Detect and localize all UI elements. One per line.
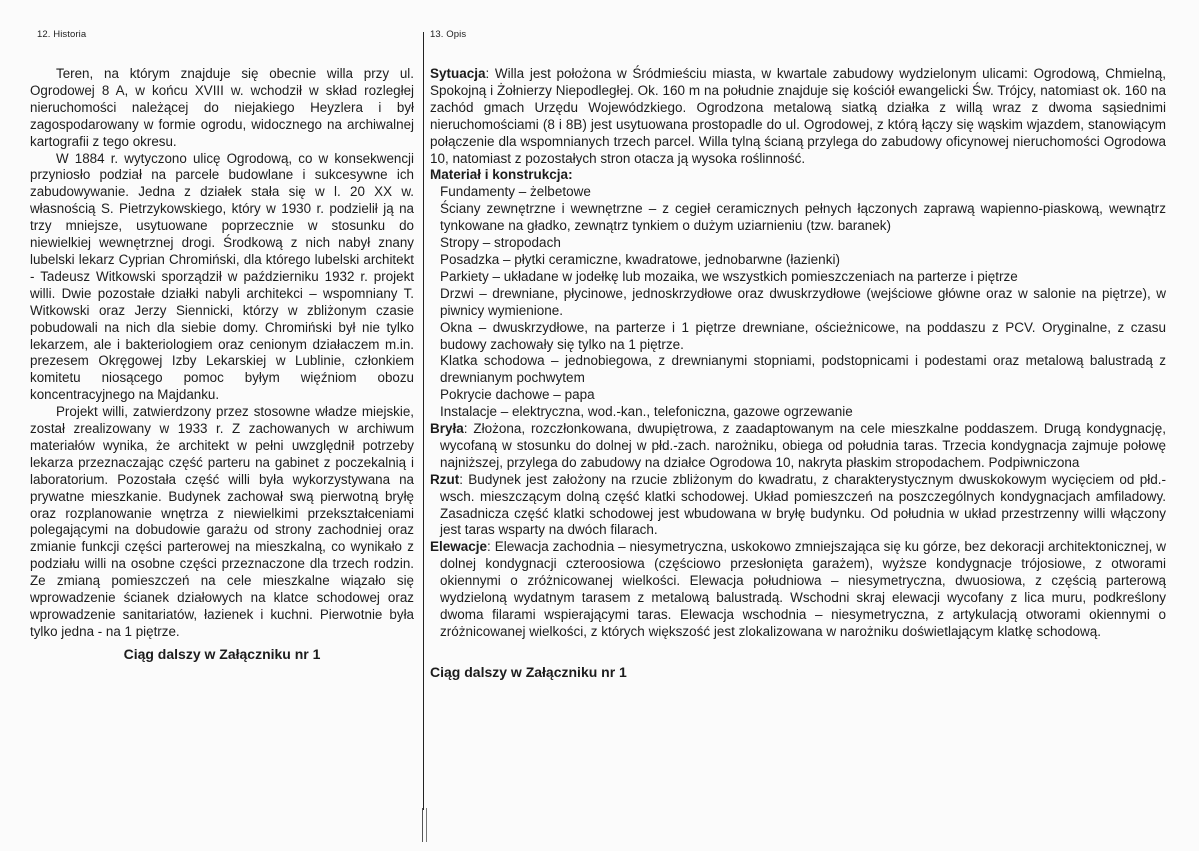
material-item: Fundamenty – żelbetowe <box>440 184 591 200</box>
material-item: Instalacje – elektryczna, wod.-kan., telefoniczna, gazowe ogrzewanie <box>440 404 853 420</box>
material-item: Klatka schodowa – jednobiegowa, z drewnianymi stopniami, podstopnicami i podestami oraz metalową balustradą z drewnianym pochwytem <box>440 353 1166 386</box>
bryla-section <box>430 421 1166 472</box>
material-item: Posadzka – płytki ceramiczne, kwadratowe, jednobarwne (łazienki) <box>440 251 840 267</box>
situation-section <box>430 66 1166 167</box>
column-divider <box>423 32 424 810</box>
elewacje-text: : Elewacja zachodnia – niesymetryczna, uskokowo zmniejszająca się ku górze, bez dekoracji architektonicznej, w dolnej kondygnacji czteroosiowa (częściowo przesłonięta garażem), wyższe kondygnacje trójosiowe, z otworami okiennymi o zróżnicowanej wielkości. Elewacja południowa – niesymetryczna, dwuosiowa, z częścią parterową wydzieloną wydatnym tarasem z metalową balustradą. Wschodni skraj elewacji wycofany z lica muru, podkreślony dwoma filarami wspierającymi taras. Elewacja wschodnia – niesymetryczna, z artykulacją otworami okiennymi o zróżnicowanej wielkości, z których większość jest zlokalizowana w narożniku doświetlającym klatkę schodową. <box>440 539 1166 639</box>
material-item: Drzwi – drewniane, płycinowe, jednoskrzydłowe oraz dwuskrzydłowe (wejściowe główne oraz w salonie na piętrze), w piwnicy wymienione. <box>440 285 1166 318</box>
elewacje-section <box>430 539 1166 640</box>
history-continuation-note: Ciąg dalszy w Załączniku nr 1 <box>123 645 321 662</box>
rzut-label: Rzut <box>430 471 460 487</box>
situation-label: Sytuacja <box>430 66 486 81</box>
bryla-label: Bryła <box>430 421 464 437</box>
description-continuation-note: Ciąg dalszy w Załączniku nr 1 <box>430 663 627 680</box>
divider-end-mark <box>422 808 427 842</box>
material-item: Pokrycie dachowe – papa <box>440 387 595 403</box>
history-paragraph: Teren, na którym znajduje się obecnie willa przy ul. Ogrodowej 8 A, w końcu XVIII w. wchodził w skład rozległej nieruchomości należącej do niejakiego Heyzlera i był zagospodarowany w formie ogrodu, widocznego na archiwalnej kartografii z tego okresu. <box>30 66 414 149</box>
material-label: Materiał i konstrukcja <box>430 167 569 183</box>
material-item: Parkiety – układane w jodełkę lub mozaika, we wszystkich pomieszczeniach na parterze i piętrze <box>440 268 1018 284</box>
material-item: Stropy – stropodach <box>440 235 561 251</box>
history-column <box>30 66 414 663</box>
rzut-section <box>430 472 1166 540</box>
material-item: Okna – dwuskrzydłowe, na parterze i 1 piętrze drewniane, ościeżnicowe, na poddaszu z PCV. Oryginalne, z czasu budowy zachowały się tylko na 1 piętrze. <box>440 319 1166 352</box>
history-paragraph: W 1884 r. wytyczono ulicę Ogrodową, co w konsekwencji przyniosło podział na parcele budowlane i sukcesywne ich zabudowywanie. Jedna z działek stała się w l. 20 XX w. własnością S. Pietrzykowskiego, który w 1930 r. podzielił ją na trzy mniejsze, usytuowane poprzecznie w stosunku do niewielkiej wewnętrznej drogi. Środkową z nich nabył znany lubelski lekarz Cyprian Chromiński, dla którego lubelski architekt - Tadeusz Witkowski sporządził w październiku 1932 r. projekt willi. Dwie pozostałe działki nabyli architekci – wspomniany T. Witkowski oraz Jerzy Siennicki, którzy w zbliżonym czasie pobudowali na nich dla siebie domy. Chromiński był nie tylko lekarzem, ale i bakteriologiem oraz cenionym działaczem m.in. prezesem Okręgowej Izby Lekarskiej w Lublinie, członkiem komitetu niosącego pomoc byłym więźniom obozu koncentracyjnego na Majdanku. <box>30 150 414 403</box>
situation-text: : Willa jest położona w Śródmieściu miasta, w kwartale zabudowy wydzielonym ulicami: Ogrodową, Chmielną, Spokojną i Żołnierzy Niepodległej. Ok. 160 m na południe znajduje się kościół ewangelicki Św. Trójcy, natomiast ok. 160 na zachód gmach Urzędu Wojewódzkiego. Ogrodzona metalową siatką działka z willą wraz z dwoma sąsiednimi nieruchomościami (8 i 8B) jest usytuowana prostopadle do ul. Ogrodowej, z którą łączy się wąskim wjazdem, stanowiącym połączenie dla wspomnianych trzech parcel. Willa tylną ścianą przylega do zabudowy oficynowej nieruchomości Ogrodowa 10, natomiast z pozostałych stron otacza ją wysoka roślinność. <box>430 66 1166 166</box>
rzut-text: : Budynek jest założony na rzucie zbliżonym do kwadratu, z charakterystycznym dwuskokowym wycięciem od płd.-wsch. mieszczącym dolną część klatki schodowej. Układ pomieszczeń na poszczególnych kondygnacjach amfiladowy. Zasadnicza część klatki schodowej jest wbudowana w bryłę budynku. Od południa w układ przestrzenny willi włączony jest taras wsparty na dwóch filarach. <box>440 471 1166 538</box>
section-header-description: 13. Opis <box>430 29 467 40</box>
section-header-history: 12. Historia <box>37 29 87 40</box>
bryla-text: : Złożona, rozczłonkowana, dwupiętrowa, z zaadaptowanym na cele mieszkalne poddaszem. Drugą kondygnację, wycofaną w stosunku do dolnej w płd.-zach. narożniku, obiega od południa taras. Trzecia kondygnacja zajmuje połowę najniższej, przylega do zabudowy na działce Ogrodowa 10, nakryta płaskim stropodachem. Podpiwniczona <box>440 421 1166 470</box>
elewacje-label: Elewacje <box>430 539 488 555</box>
material-heading: Materiał i konstrukcja: <box>430 167 573 183</box>
history-paragraph: Projekt willi, zatwierdzony przez stosowne władze miejskie, został zrealizowany w 1933 r. Z zachowanych w archiwum materiałów wynika, że architekt w pełni uwzględnił potrzeby lekarza przeznaczając część parteru na gabinet z poczekalnią i laboratorium. Pozostała część willi była wykorzystywana na prywatne mieszkanie. Budynek zachował swą pierwotną bryłę oraz rozplanowanie wnętrza z niewielkimi przekształceniami polegającymi na dobudowie garażu od strony zachodniej oraz zmianie funkcji części parterowej na mieszkalną, co wynikało z podziału willi na osobne części przeznaczone dla trzech rodzin. Ze zmianą pomieszczeń na cele mieszkalne wiązało się wprowadzenie ścianek działowych na klatce schodowej oraz wprowadzenie sanitariatów, łazienek i kuchni. Pierwotnie była tylko jedna - na 1 piętrze. <box>30 404 414 639</box>
description-column <box>430 66 1166 681</box>
material-item: Ściany zewnętrzne i wewnętrzne – z cegieł ceramicznych pełnych łączonych zaprawą wapienno-piaskową, wewnątrz tynkowane na gładko, zewnątrz tynkiem o dużym uziarnieniu (tzw. baranek) <box>440 201 1166 234</box>
